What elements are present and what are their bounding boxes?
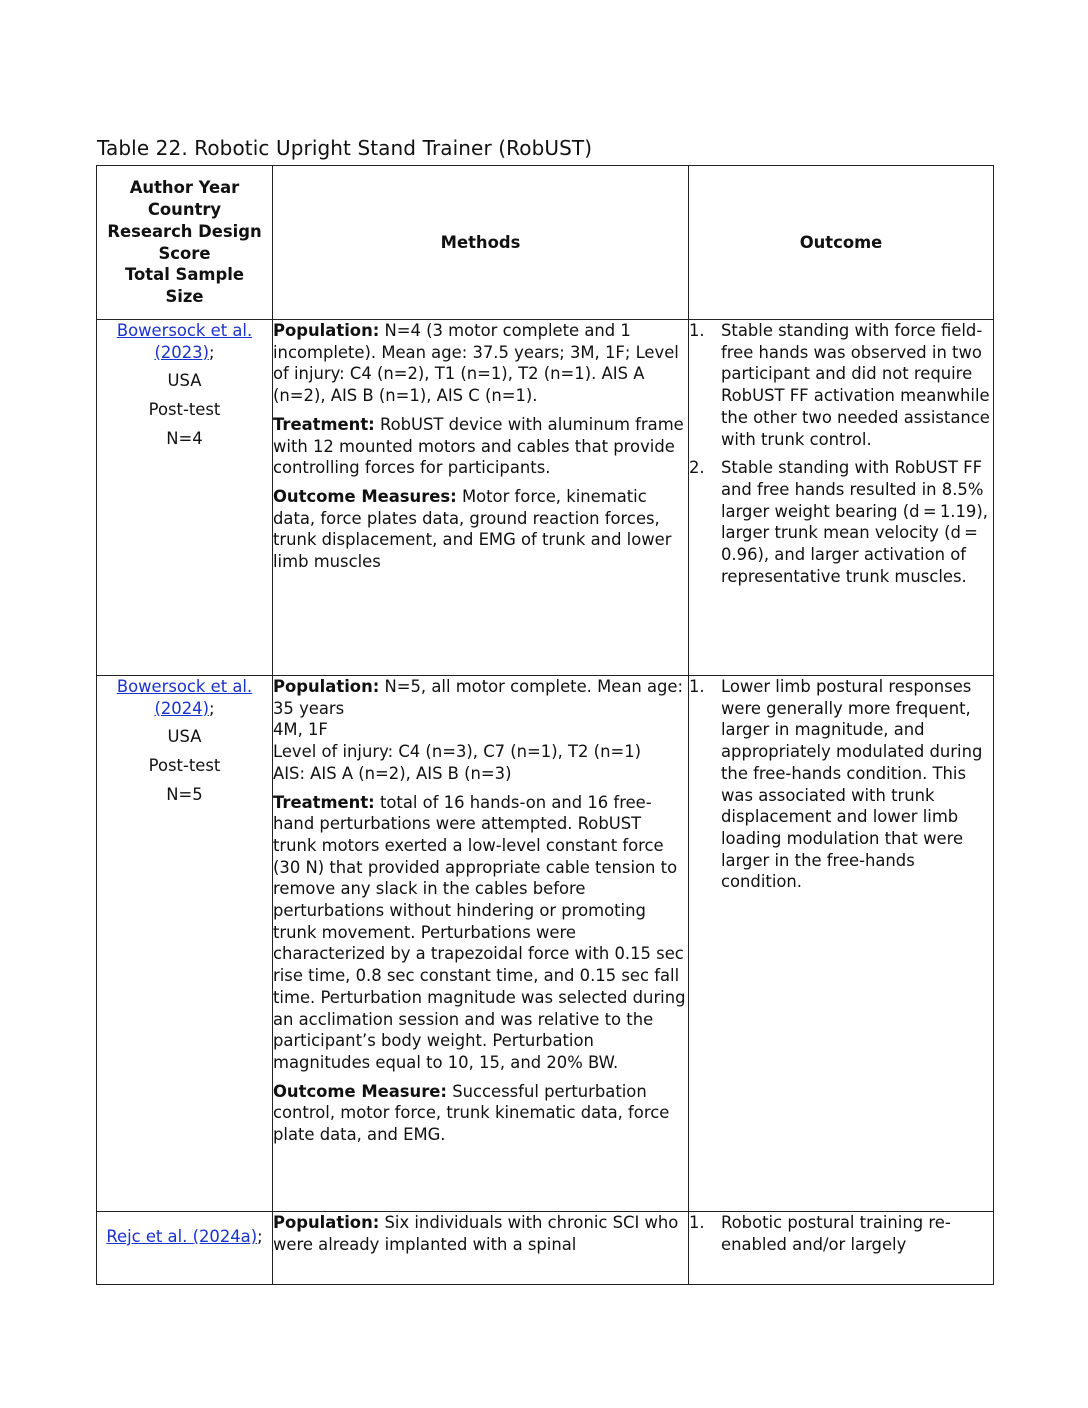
table-caption: Table 22. Robotic Upright Stand Trainer (RobUST) <box>97 136 593 160</box>
methods-cell <box>273 1212 689 1285</box>
outcome-item <box>689 676 993 893</box>
citation-suffix: ; <box>257 1227 263 1246</box>
sample-size: N=4 <box>166 428 203 448</box>
outcome-cell <box>689 1212 994 1285</box>
methods-outcome-measures <box>273 486 688 573</box>
citation <box>97 320 272 363</box>
research-design: Post-test <box>148 756 221 776</box>
outcome-item <box>689 457 993 587</box>
outcome-number: 2. <box>689 458 705 478</box>
methods-text: Successful perturbation control, motor force, trunk kinematic data, force plate data, and EMG. <box>273 1081 670 1145</box>
header-line: Author Year <box>129 178 240 198</box>
study-cell <box>97 676 273 1212</box>
outcome-item <box>689 320 993 450</box>
citation-suffix: ; <box>208 342 215 362</box>
table-row <box>97 676 994 1212</box>
methods-label: Population: <box>273 677 380 696</box>
methods-text: total of 16 hands-on and 16 free-hand perturbations were attempted. RobUST trunk motors exerted a low-level constant force (30 N) that provided appropriate cable tension to remove any slack in the cables before perturbations without hindering or promoting trunk movement. Perturbations were characterized by a trapezoidal force with 0.15 sec rise time, 0.8 sec constant time, and 0.15 sec fall time. Perturbation magnitude was selected during an acclimation session and was relative to the participant’s body weight. Perturbation magnitudes equal to 10, 15, and 20% BW. <box>273 792 686 1072</box>
citation-suffix: ; <box>208 698 215 718</box>
outcome-list <box>689 320 993 587</box>
methods-text: Motor force, kinematic data, force plates data, ground reaction forces, trunk displacement, and EMG of trunk and lower limb muscles <box>273 486 672 572</box>
methods-outcome-measure <box>273 1081 688 1146</box>
outcome-text: Robotic postural training re-enabled and/or largely <box>721 1213 951 1254</box>
methods-label: Treatment: <box>273 414 375 434</box>
methods-label: Population: <box>273 321 380 340</box>
methods-text: Six individuals with chronic SCI who were already implanted with a spinal <box>273 1213 679 1254</box>
methods-population <box>273 1212 688 1255</box>
table-row <box>97 1212 994 1285</box>
evidence-table <box>96 165 994 1285</box>
citation-link[interactable]: Bowersock et al. (2024) <box>116 677 253 718</box>
citation <box>97 676 272 719</box>
outcome-text: Stable standing with force field-free hands was observed in two participant and did not require RobUST FF activation meanwhile the other two needed assistance with trunk control. <box>721 321 990 449</box>
header-line: Total Sample <box>125 265 244 285</box>
table-header-row <box>97 166 994 320</box>
citation <box>97 1226 272 1248</box>
citation-link[interactable]: Rejc et al. (2024a) <box>106 1227 258 1246</box>
header-outcome: Outcome <box>689 166 994 320</box>
outcome-item <box>689 1212 993 1255</box>
header-line: Size <box>165 286 204 306</box>
methods-label: Outcome Measures: <box>273 486 457 506</box>
methods-text: N=4 (3 motor complete and 1 incomplete). Mean age: 37.5 years; 3M, 1F; Level of injury: C4 (n=2), T1 (n=1), T2 (n=1). AIS A (n=2), AIS B (n=1), AIS C (n=1). <box>273 321 679 406</box>
methods-label: Outcome Measure: <box>273 1081 447 1101</box>
header-methods: Methods <box>273 166 689 320</box>
methods-cell <box>273 676 689 1212</box>
outcome-list <box>689 676 993 893</box>
outcome-text: Lower limb postural responses were generally more frequent, larger in magnitude, and appropriately modulated during the free-hands condition. This was associated with trunk displacement and lower limb loading modulation that were larger in the free-hands condition. <box>721 677 983 892</box>
methods-treatment <box>273 414 688 479</box>
methods-text: RobUST device with aluminum frame with 12 mounted motors and cables that provide controlling forces for participants. <box>273 414 684 478</box>
country: USA <box>167 727 202 747</box>
outcome-list <box>689 1212 993 1255</box>
methods-label: Population: <box>273 1213 380 1232</box>
table-row <box>97 320 994 676</box>
methods-text: N=5, all motor complete. Mean age: 35 years 4M, 1F Level of injury: C4 (n=3), C7 (n=1), T2 (n=1) AIS: AIS A (n=2), AIS B (n=3) <box>273 677 684 783</box>
outcome-text: Stable standing with RobUST FF and free hands resulted in 8.5% larger weight bearing (d = 1.19), larger trunk mean velocity (d = 0.96), and larger activation of representative trunk muscles. <box>721 458 988 586</box>
sample-size: N=5 <box>166 784 203 804</box>
methods-cell <box>273 320 689 676</box>
outcome-cell <box>689 676 994 1212</box>
research-design: Post-test <box>148 400 221 420</box>
outcome-number: 1. <box>689 1213 705 1232</box>
header-line: Country <box>147 200 222 220</box>
methods-treatment <box>273 792 688 1074</box>
study-cell <box>97 1212 273 1285</box>
citation-link[interactable]: Bowersock et al. (2023) <box>116 321 253 362</box>
methods-label: Treatment: <box>273 792 375 812</box>
methods-population <box>273 320 688 407</box>
study-cell <box>97 320 273 676</box>
country: USA <box>167 371 202 391</box>
header-study-info <box>97 166 273 320</box>
methods-population <box>273 676 688 785</box>
header-line: Score <box>158 243 211 263</box>
header-line: Research Design <box>107 221 262 241</box>
outcome-number: 1. <box>689 321 705 340</box>
outcome-cell <box>689 320 994 676</box>
outcome-number: 1. <box>689 677 705 696</box>
